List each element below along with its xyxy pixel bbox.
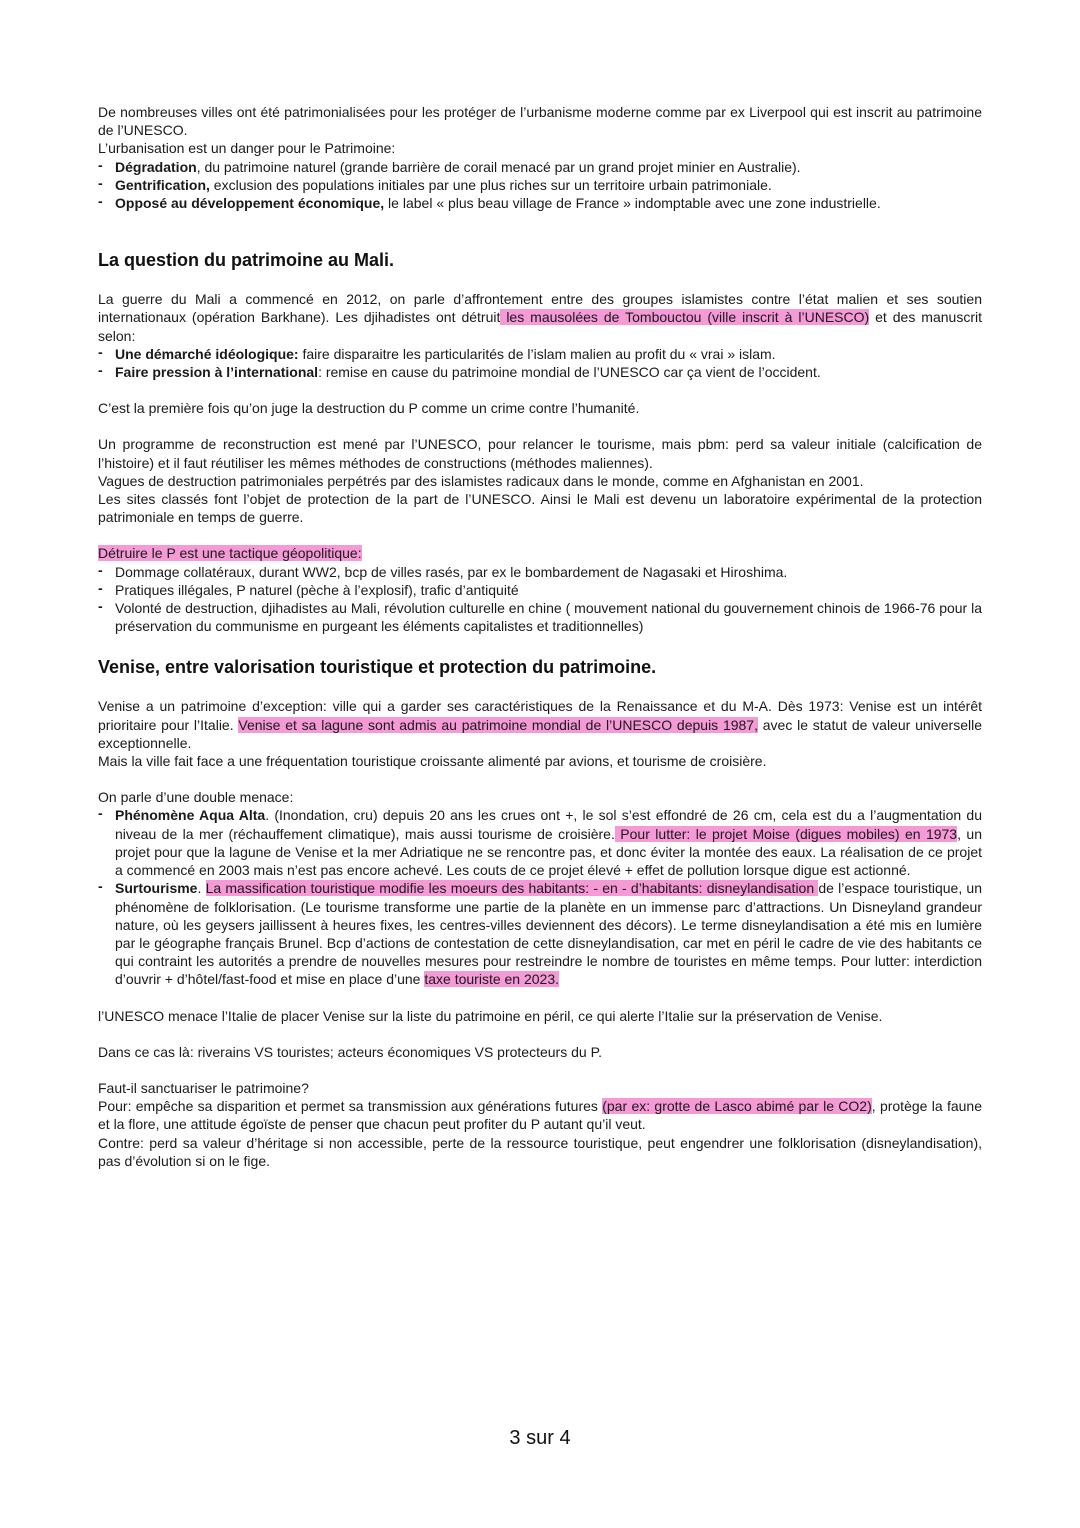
text-run: , un projet pour que la lagune de Venise et la mer Adriatique ne se rencontre pas, et donc éviter la montée des eaux. La réalisation de ce projet a commencé en 2003 mais n’est pas encore achevé. Les couts de ce projet élevé + effet de pollution lorsque digue est actionné. [115,825,982,879]
term-bold: Faire pression à l’international [115,364,319,381]
page-number: 3 sur 4 [509,1427,571,1449]
term-bold: Opposé au développement économique, [115,195,385,212]
item-text: faire disparaitre les particularités de l’islam malien au profit du « vrai » islam. [298,345,776,362]
term-bold: Phénomène Aqua Alta [115,807,266,824]
list-tactics [98,563,982,636]
item-text: : remise en cause du patrimoine mondial de l’UNESCO car ça vient de l’occident. [318,364,821,381]
highlight: Venise et sa lagune sont admis au patrimoine mondial de l’UNESCO depuis 1987, [238,716,758,733]
highlight: les mausolées de Tombouctou (ville inscrit à l’UNESCO) [500,309,870,326]
paragraph-menace: On parle d’une double menace: [98,789,294,806]
text-run: et des manuscrit selon: [98,309,982,344]
list-item-surtourisme [98,879,982,988]
paragraph-contre: Contre: perd sa valeur d’héritage si non accessible, perte de la ressource touristique, peut engendrer une folklorisation (disneylandisation), pas d’évolution si on le fige. [98,1134,982,1169]
term-bold: Surtourisme [115,880,198,897]
heading-venise: Venise, entre valorisation touristique et protection du patrimoine. [98,657,657,678]
paragraph-intro: De nombreuses villes ont été patrimonialisées pour les protéger de l’urbanisme moderne comme par ex Liverpool qui est inscrit au patrimoine de l’UNESCO. [98,104,982,139]
text-run: de l’espace touristique, un phénomène de folklorisation. (Le tourisme transforme une partie de la planète en un immense parc d’attractions. Un Disneyland grandeur nature, où les geysers jaillissent à heures fixes, les centres-villes deviennent des décors). Le terme disneylandisation a été mis en lumière par le géographe français Brunel. Bcp d’actions de contestation de cette disneylandisation, car met en péril le cadre de vie des habitants ce qui contraint les autorités a prendre de nouvelles mesures pour restreindre le nombre de touristes en même temps. Pour lutter: interdiction d’ouvrir + d’hôtel/fast-food et mise en place d’une [115,880,982,988]
paragraph-unesco-menace: l’UNESCO menace l’Italie de placer Venise sur la liste du patrimoine en péril, ce qui alerte l’Italie sur la préservation de Venise. [98,1007,883,1024]
paragraph-venise-intro [98,697,982,752]
highlight: Pour lutter: le projet Moise (digues mobiles) en 1973 [614,825,958,842]
paragraph-pour [98,1097,982,1133]
text-run: . (Inondation, cru) depuis 20 ans les crues ont +, le sol s’est effondré de 26 cm, cela est du a l’augmentation du niveau de la mer (réchauffement climatique), mais aussi tourisme de croisière. [115,807,982,842]
list-item: - Pratiques illégales, P naturel (pèche à l’explosif), trafic d’antiquité [98,581,982,599]
list-item [98,176,982,194]
highlight: (par ex: grotte de Lasco abimé par le CO2) [602,1098,872,1115]
heading-mali: La question du patrimoine au Mali. [98,250,395,271]
paragraph-vagues: Vagues de destruction patrimoniales perpétrés par des islamistes radicaux dans le monde, comme en Afghanistan en 2001. [98,472,864,489]
paragraph-mali-war [98,290,982,345]
text-run: Pour: empêche sa disparition et permet sa transmission aux générations futures [98,1098,603,1115]
list-item [98,363,982,381]
paragraph-urbanisation: L’urbanisation est un danger pour le Patrimoine: [98,140,396,157]
paragraph-reconstruction: Un programme de reconstruction est mené par l’UNESCO, pour relancer le tourisme, mais pbm: perd sa valeur initiale (calcification de l’histoire) et il faut réutiliser les mêmes méthodes de constructions (méthodes maliennes). [98,436,982,471]
paragraph-frequentation: Mais la ville fait face a une fréquentation touristique croissante alimenté par avions, et tourisme de croisière. [98,753,767,770]
highlight: Détruire le P est une tactique géopolitique: [98,545,362,562]
list-item: - Dommage collatéraux, durant WW2, bcp de villes rasés, par ex le bombardement de Nagasaki et Hiroshima. [98,563,982,581]
item-text: le label « plus beau village de France » indomptable avec une zone industrielle. [384,195,881,212]
list-item [98,345,982,363]
text-run: , protège la faune et la flore, une attitude égoïste de penser que chacun peut profiter du P autant qu’il veut. [98,1098,982,1133]
list-menaces [98,806,982,988]
list-item-aqua-alta [98,806,982,879]
paragraph-acteurs: Dans ce cas là: riverains VS touristes; acteurs économiques VS protecteurs du P. [98,1043,602,1060]
term-bold: Une démarché idéologique: [115,345,299,362]
list-item [98,194,982,212]
paragraph-tactic [98,544,982,562]
text-run: Venise a un patrimoine d’exception: ville qui a garder ses caractéristiques de la Renaissance et du M-A. Dès 1973: Venise est un intérêt prioritaire pour l’Italie. [98,698,982,733]
highlight: taxe touriste en 2023. [424,971,560,988]
text-run: La guerre du Mali a commencé en 2012, on parle d’affrontement entre des groupes islamistes contre l’état malien et ses soutien internationaux (opération Barkhane). Les djihadistes ont détruit [98,291,982,326]
paragraph-crime: C’est la première fois qu’on juge la destruction du P comme un crime contre l’humanité. [98,400,640,417]
text-run: avec le statut de valeur universelle exceptionnelle. [98,716,982,751]
text-run: . [197,880,206,897]
highlight: La massification touristique modifie les moeurs des habitants: - en - d’habitants: disneylandisation [205,880,819,897]
list-item: - Volonté de destruction, djihadistes au Mali, révolution culturelle en chine ( mouvement national du gouvernement chinois de 1966-76 pour la préservation du communisme en purgeant les éléments capitalistes et traditionnelles) [98,599,982,635]
term-bold: Gentrification, [115,176,210,193]
term-bold: Dégradation [115,158,197,175]
paragraph-sites: Les sites classés font l’objet de protection de la part de l’UNESCO. Ainsi le Mali est devenu un laboratoire expérimental de la protection patrimoniale en temps de guerre. [98,491,982,526]
list-dangers [98,158,982,213]
list-item [98,158,982,176]
paragraph-question: Faut-il sanctuariser le patrimoine? [98,1079,309,1096]
page-content [98,103,982,1170]
list-mali-reasons [98,345,982,381]
item-text: , du patrimoine naturel (grande barrière de corail menacé par un grand projet minier en Australie). [196,158,801,175]
item-text: exclusion des populations initiales par une plus riches sur un territoire urbain patrimoniale. [209,176,772,193]
